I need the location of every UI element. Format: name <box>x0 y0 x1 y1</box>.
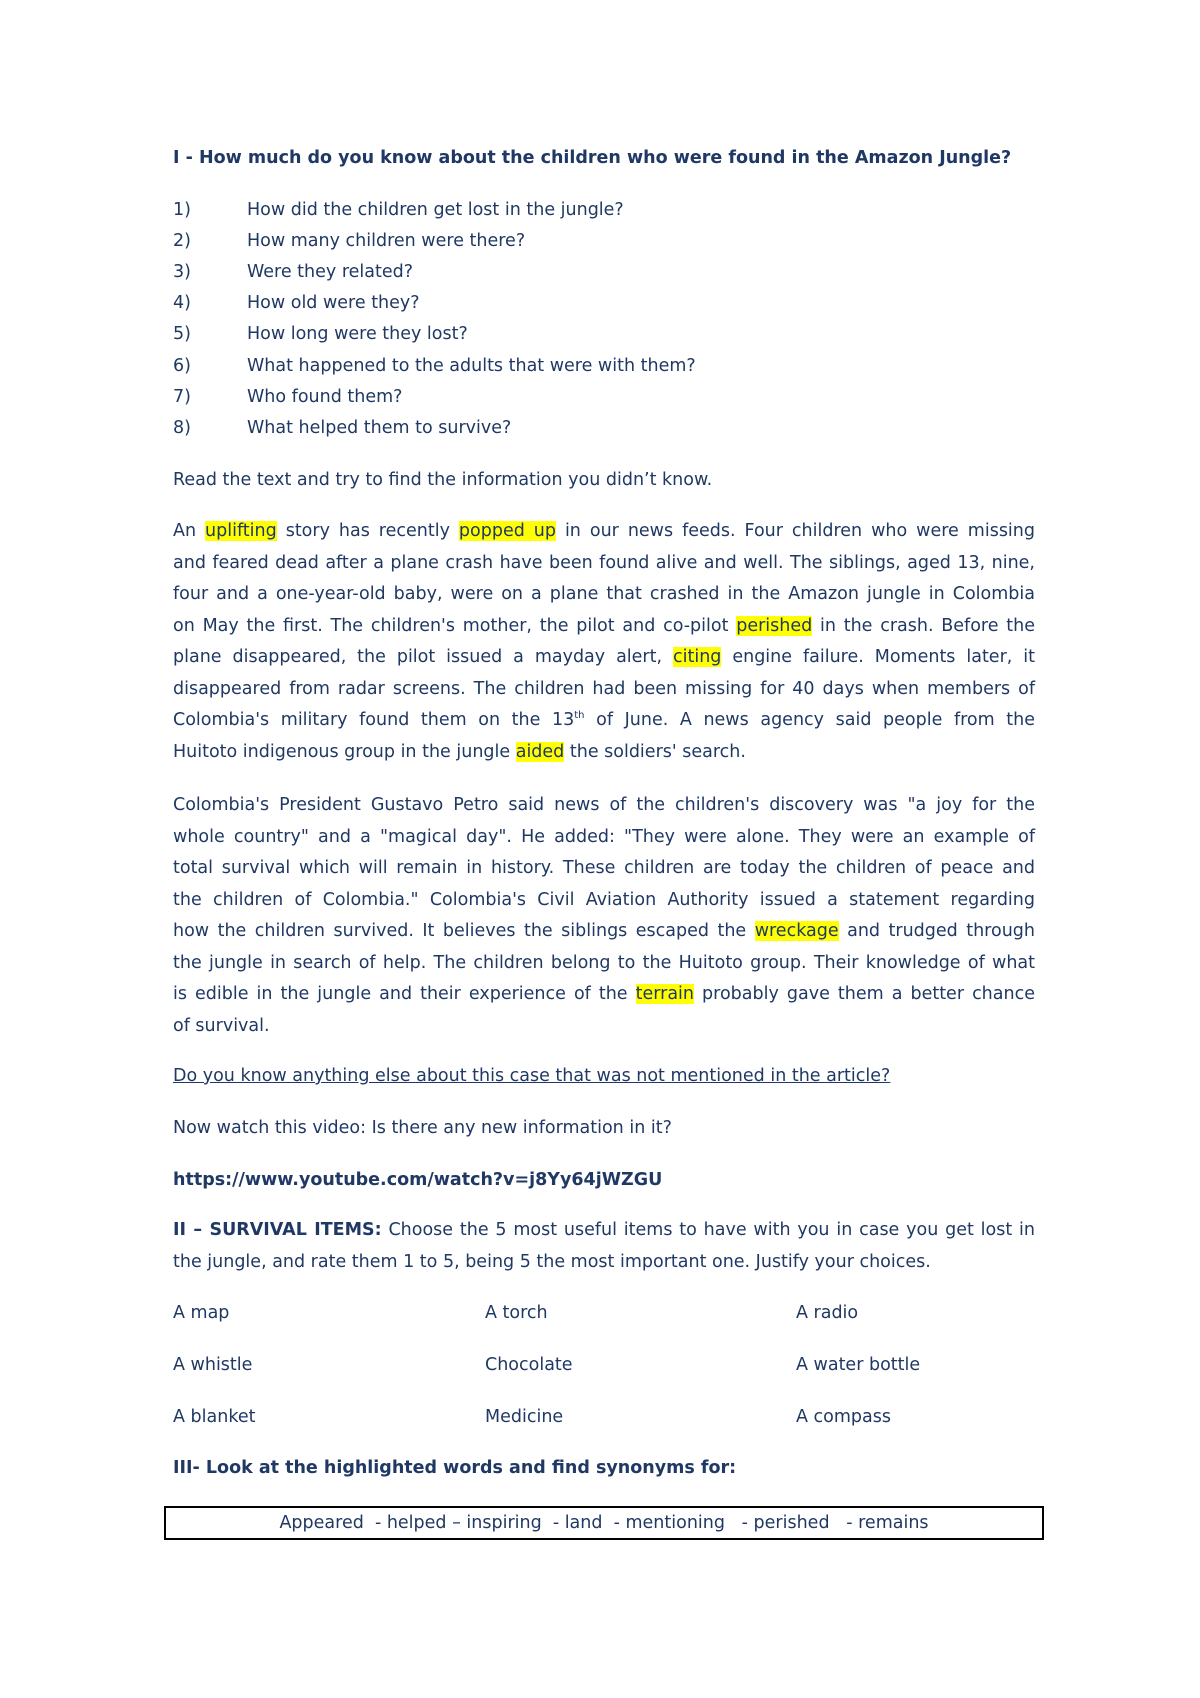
article-line: plane disappeared, the pilot issued a mayday alert, citing engine failure. Moments later, it <box>173 647 1035 667</box>
survival-item: A radio <box>796 1303 859 1323</box>
survival-item: A water bottle <box>796 1355 921 1375</box>
article-line: on May the first. The children's mother, the pilot and co-pilot perished in the crash. Before the <box>173 615 1035 636</box>
article-paragraph-1 <box>173 516 1035 768</box>
article-line: of survival. <box>173 1015 270 1036</box>
article-line: and feared dead after a plane crash have been found alive and well. The siblings, aged 13, nine, <box>173 552 1035 573</box>
highlighted-word: uplifting <box>205 521 277 541</box>
article-line: disappeared from radar screens. The children had been missing for 40 days when members of <box>173 678 1035 699</box>
article-line: Colombia's military found them on the 13th of June. A news agency said people from the <box>173 710 1035 730</box>
section-2-heading: II – SURVIVAL ITEMS: <box>173 1220 382 1240</box>
article-line: how the children survived. It believes the siblings escaped the wreckage and trudged through <box>173 921 1035 941</box>
survival-item: A blanket <box>173 1407 256 1427</box>
section-3-heading: III- Look at the highlighted words and find synonyms for: <box>173 1458 737 1478</box>
article-line: Colombia's President Gustavo Petro said news of the children's discovery was "a joy for the <box>173 795 1035 815</box>
question-item: 7) Who found them? <box>173 387 403 407</box>
highlighted-word: wreckage <box>754 921 839 941</box>
article-line: whole country" and a "magical day". He added: "They were alone. They were an example of <box>173 826 1035 847</box>
survival-item: A map <box>173 1303 230 1323</box>
section-2-line: the jungle, and rate them 1 to 5, being 5 the most important one. Justify your choices. <box>173 1251 931 1272</box>
article-line: the jungle in search of help. The children belong to the Huitoto group. Their knowledge of what <box>173 952 1035 973</box>
highlighted-word: terrain <box>635 984 695 1004</box>
article-line: total survival which will remain in history. These children are today the children of peace and <box>173 858 1035 878</box>
survival-item: Medicine <box>485 1407 564 1427</box>
highlighted-word: perished <box>736 615 813 636</box>
highlighted-word: citing <box>672 647 722 667</box>
highlighted-word: popped up <box>458 521 556 541</box>
question-item: 3) Were they related? <box>173 262 414 282</box>
survival-item: A whistle <box>173 1355 253 1375</box>
article-paragraph-2 <box>173 790 1035 1042</box>
survival-item: A compass <box>796 1407 891 1427</box>
question-item: 4) How old were they? <box>173 293 420 313</box>
video-link-row <box>173 1170 662 1190</box>
article-line: Huitoto indigenous group in the jungle aided the soldiers' search. <box>173 741 746 762</box>
video-prompt: Now watch this video: Is there any new information in it? <box>173 1118 672 1138</box>
article-line: the children of Colombia." Colombia's Civil Aviation Authority issued a statement regarding <box>173 889 1035 910</box>
highlighted-word: aided <box>515 741 565 762</box>
question-item: 6) What happened to the adults that were with them? <box>173 356 696 376</box>
video-link[interactable]: https://www.youtube.com/watch?v=j8Yy64jWZGU <box>173 1170 663 1190</box>
article-line: four and a one-year-old baby, were on a plane that crashed in the Amazon jungle in Colombia <box>173 584 1035 604</box>
followup-question: Do you know anything else about this case that was not mentioned in the article? <box>173 1066 891 1086</box>
article-line: An uplifting story has recently popped up in our news feeds. Four children who were missing <box>173 521 1035 541</box>
section-1-heading: I - How much do you know about the children who were found in the Amazon Jungle? <box>173 148 1012 168</box>
reading-instruction: Read the text and try to find the information you didn’t know. <box>173 470 713 490</box>
question-item: 2) How many children were there? <box>173 231 526 251</box>
survival-item: A torch <box>485 1303 548 1323</box>
question-item: 8) What helped them to survive? <box>173 418 512 438</box>
synonym-word-box: Appeared - helped – inspiring - land - mentioning - perished - remains <box>164 1506 1044 1540</box>
question-item: 5) How long were they lost? <box>173 324 468 344</box>
question-item: 1) How did the children get lost in the jungle? <box>173 200 624 220</box>
survival-item: Chocolate <box>485 1355 573 1375</box>
section-2-instructions <box>173 1215 1035 1278</box>
section-2-line: II – SURVIVAL ITEMS: Choose the 5 most useful items to have with you in case you get lost in <box>173 1220 1035 1240</box>
article-line: is edible in the jungle and their experience of the terrain probably gave them a better chance <box>173 984 1035 1004</box>
